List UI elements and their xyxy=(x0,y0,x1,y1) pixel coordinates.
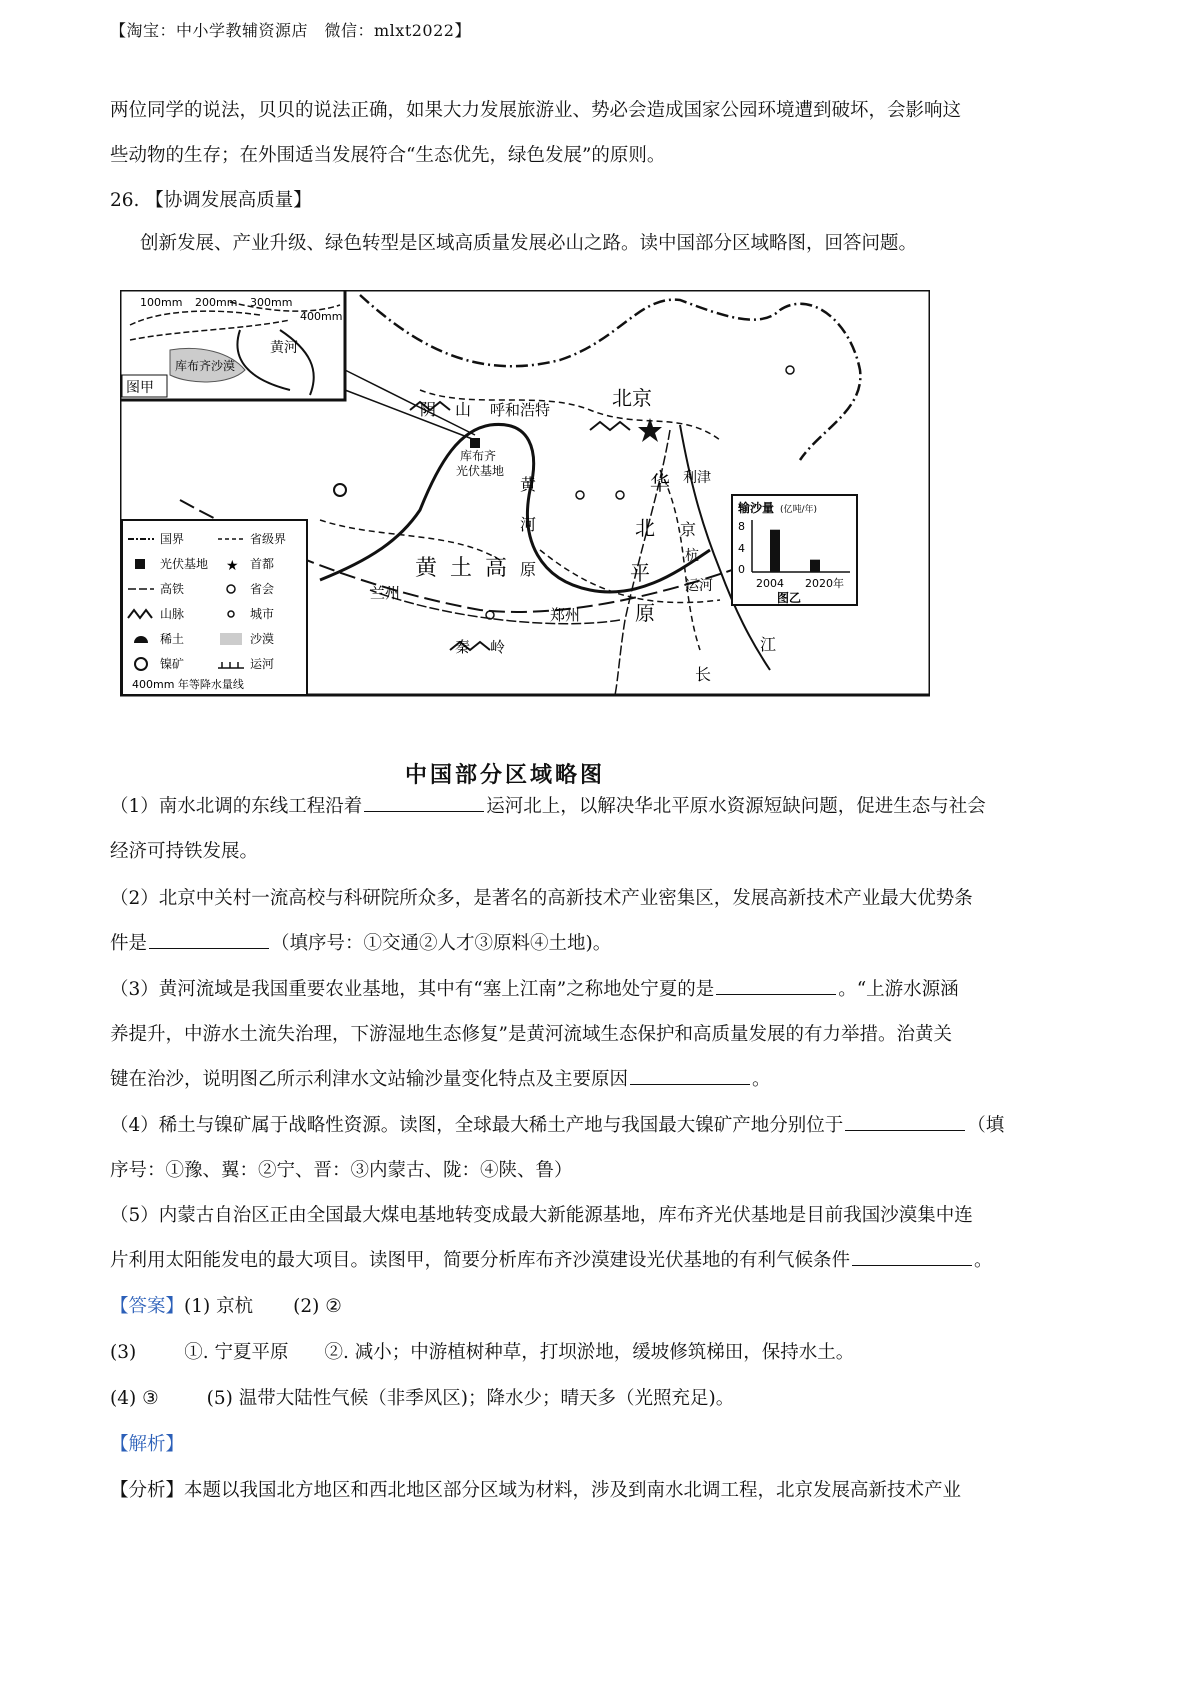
question-text: （4）稀土与镍矿属于战略性资源。读图，全球最大稀土产地与我国最大镍矿产地分别位于 xyxy=(110,1115,844,1136)
question-4 xyxy=(110,1111,1004,1137)
place-label: 高 xyxy=(485,556,508,581)
place-label: 土 xyxy=(450,556,473,581)
answer-blank[interactable] xyxy=(630,1083,750,1085)
question-3-cont: 养提升，中游水土流失治理，下游湿地生态修复”是黄河流域生态保护和高质量发展的有力举措。治黄关 xyxy=(110,1024,952,1045)
legend-label: 运河 xyxy=(250,657,275,671)
answer-line xyxy=(110,1292,342,1318)
chart-label: 图乙 xyxy=(777,591,802,605)
inset-desert-label: 库布齐沙漠 xyxy=(175,359,236,373)
place-label: 华 xyxy=(650,471,670,495)
chart-title: 输沙量 xyxy=(738,501,775,515)
place-label: 库布齐 xyxy=(460,449,497,463)
china-region-map xyxy=(120,290,930,700)
chart-x-label: 2004 xyxy=(756,577,784,590)
legend-label: 省会 xyxy=(250,582,275,596)
answer-text: (2) ② xyxy=(293,1296,342,1317)
map-caption: 中国部分区域略图 xyxy=(405,763,606,788)
contour-label: 100mm xyxy=(140,296,183,309)
text-line: 两位同学的说法，贝贝的说法正确，如果大力发展旅游业、势必会造成国家公园环境遭到破坏，会影响这 xyxy=(110,100,962,121)
question-1-cont: 经济可持铁发展。 xyxy=(110,841,259,862)
legend-label: 城市 xyxy=(250,607,275,621)
question-1 xyxy=(110,792,986,818)
question-text: （3）黄河流域是我国重要农业基地，其中有“塞上江南”之称地处宁夏的是 xyxy=(110,979,715,1000)
place-label: 黄 xyxy=(520,475,537,494)
question-3 xyxy=(110,975,959,1001)
legend-label: 高铁 xyxy=(160,582,185,596)
question-26-intro: 创新发展、产业升级、绿色转型是区域高质量发展必山之路。读中国部分区域略图，回答问题。 xyxy=(140,233,918,254)
place-label: 兰州 xyxy=(370,584,401,602)
answer-blank[interactable] xyxy=(149,947,269,949)
map-svg xyxy=(120,290,930,700)
place-label: 京 xyxy=(680,520,697,539)
place-label: 运河 xyxy=(685,578,713,594)
answer-text: (4) ③ xyxy=(110,1388,159,1409)
question-text: 键在治沙，说明图乙所示利津水文站输沙量变化特点及主要原因 xyxy=(110,1069,629,1090)
legend-symbol xyxy=(135,559,145,569)
contour-label: 200mm xyxy=(195,296,238,309)
chart-y-tick: 8 xyxy=(738,520,745,533)
legend-label: 光伏基地 xyxy=(160,557,209,571)
analysis-tag: 【解析】 xyxy=(110,1434,185,1455)
place-label: 原 xyxy=(635,601,655,625)
answer-line xyxy=(110,1338,854,1364)
question-text: （1）南水北调的东线工程沿着 xyxy=(110,796,363,817)
sediment-chart xyxy=(732,495,857,605)
place-label: 利津 xyxy=(683,470,711,486)
place-label: 黄 xyxy=(415,556,438,581)
place-label: 阴 xyxy=(420,400,437,419)
answer-text: (1) 京杭 xyxy=(184,1296,254,1317)
legend-label: 山脉 xyxy=(160,607,185,621)
place-label: 杭 xyxy=(685,548,699,564)
question-4-cont: 序号：①豫、翼：②宁、晋：③内蒙古、陇：④陕、鲁） xyxy=(110,1160,573,1181)
place-label: 秦 xyxy=(455,638,471,656)
place-label: 长 xyxy=(695,665,712,684)
question-text: 运河北上，以解决华北平原水资源短缺问题，促进生态与社会 xyxy=(486,796,986,817)
page-header: 【淘宝：中小学教辅资源店 微信：mlxt2022】 xyxy=(110,21,471,40)
legend-label: 首都 xyxy=(250,557,275,571)
question-26-title: 26. 【协调发展高质量】 xyxy=(110,190,312,211)
analysis-text: 本题以我国北方地区和西北地区部分区域为材料，涉及到南水北调工程，北京发展高新技术产业 xyxy=(184,1480,962,1501)
legend-label: 沙漠 xyxy=(250,632,275,646)
question-text: 。 xyxy=(752,1069,771,1090)
answer-line xyxy=(110,1384,734,1410)
question-5: （5）内蒙古自治区正由全国最大煤电基地转变成最大新能源基地，库布齐光伏基地是目前我国沙漠集中连 xyxy=(110,1205,973,1226)
place-label: 原 xyxy=(520,560,537,579)
question-text: （填 xyxy=(967,1115,1005,1136)
place-label: 山 xyxy=(455,400,472,419)
text-line: 些动物的生存；在外围适当发展符合“生态优先，绿色发展”的原则。 xyxy=(110,145,666,166)
answer-text: (5) 温带大陆性气候（非季风区)；降水少；晴天多（光照充足)。 xyxy=(206,1388,735,1409)
legend-label: 400mm 年等降水量线 xyxy=(132,678,244,691)
question-text: 。“上游水源涵 xyxy=(838,979,959,1000)
legend-label: 省级界 xyxy=(250,532,287,546)
place-label: 平 xyxy=(630,561,650,585)
contour-label: 300mm xyxy=(250,296,293,309)
place-label: 郑州 xyxy=(550,606,581,624)
question-text: （填序号：①交通②人才③原料④土地)。 xyxy=(271,933,612,954)
inset-label: 图甲 xyxy=(126,380,154,396)
answer-blank[interactable] xyxy=(716,993,836,995)
question-text: 片利用太阳能发电的最大项目。读图甲，简要分析库布齐沙漠建设光伏基地的有利气候条件 xyxy=(110,1250,851,1271)
question-5-cont xyxy=(110,1246,993,1272)
chart-x-label: 2020年 xyxy=(805,577,844,590)
answer-blank[interactable] xyxy=(364,810,484,812)
answer-text: (3) xyxy=(110,1342,137,1363)
chart-bar-2020 xyxy=(810,560,820,572)
chart-y-tick: 0 xyxy=(738,563,745,576)
legend-frame xyxy=(122,520,307,695)
question-text: 件是 xyxy=(110,933,148,954)
answer-text: ①. 宁夏平原 xyxy=(184,1342,289,1363)
chart-unit: (亿吨/年) xyxy=(780,505,818,515)
answer-text: ②. 减小；中游植树种草，打坝淤地，缓坡修筑梯田，保持水土。 xyxy=(324,1342,855,1363)
question-2-cont xyxy=(110,929,611,955)
place-label: 岭 xyxy=(490,638,506,656)
answer-blank[interactable] xyxy=(845,1129,965,1131)
answer-blank[interactable] xyxy=(852,1264,972,1266)
pv-base-marker xyxy=(470,438,480,448)
place-label: 北京 xyxy=(612,386,652,410)
place-label: 北 xyxy=(635,516,655,540)
question-2: （2）北京中关村一流高校与科研院所众多，是著名的高新技术产业密集区，发展高新技术产业最大优势条 xyxy=(110,888,973,909)
place-label: 呼和浩特 xyxy=(490,401,551,419)
chart-bar-2004 xyxy=(770,530,780,572)
question-text: 。 xyxy=(974,1250,993,1271)
legend-symbol xyxy=(220,633,242,645)
map-legend xyxy=(122,520,307,695)
place-label: 江 xyxy=(760,635,777,654)
answer-tag: 【答案】 xyxy=(110,1296,185,1317)
legend-star-icon: ★ xyxy=(226,558,239,574)
analysis-line xyxy=(110,1476,961,1502)
question-3-cont xyxy=(110,1065,771,1091)
legend-label: 镍矿 xyxy=(160,657,185,671)
contour-label: 400mm xyxy=(300,310,343,323)
place-label: 光伏基地 xyxy=(456,464,505,478)
inset-river-label: 黄河 xyxy=(270,340,298,356)
legend-label: 国界 xyxy=(160,532,185,546)
legend-label: 稀土 xyxy=(160,632,185,646)
analysis-label: 【分析】 xyxy=(110,1480,185,1501)
chart-y-tick: 4 xyxy=(738,542,745,555)
place-label: 河 xyxy=(520,515,537,534)
